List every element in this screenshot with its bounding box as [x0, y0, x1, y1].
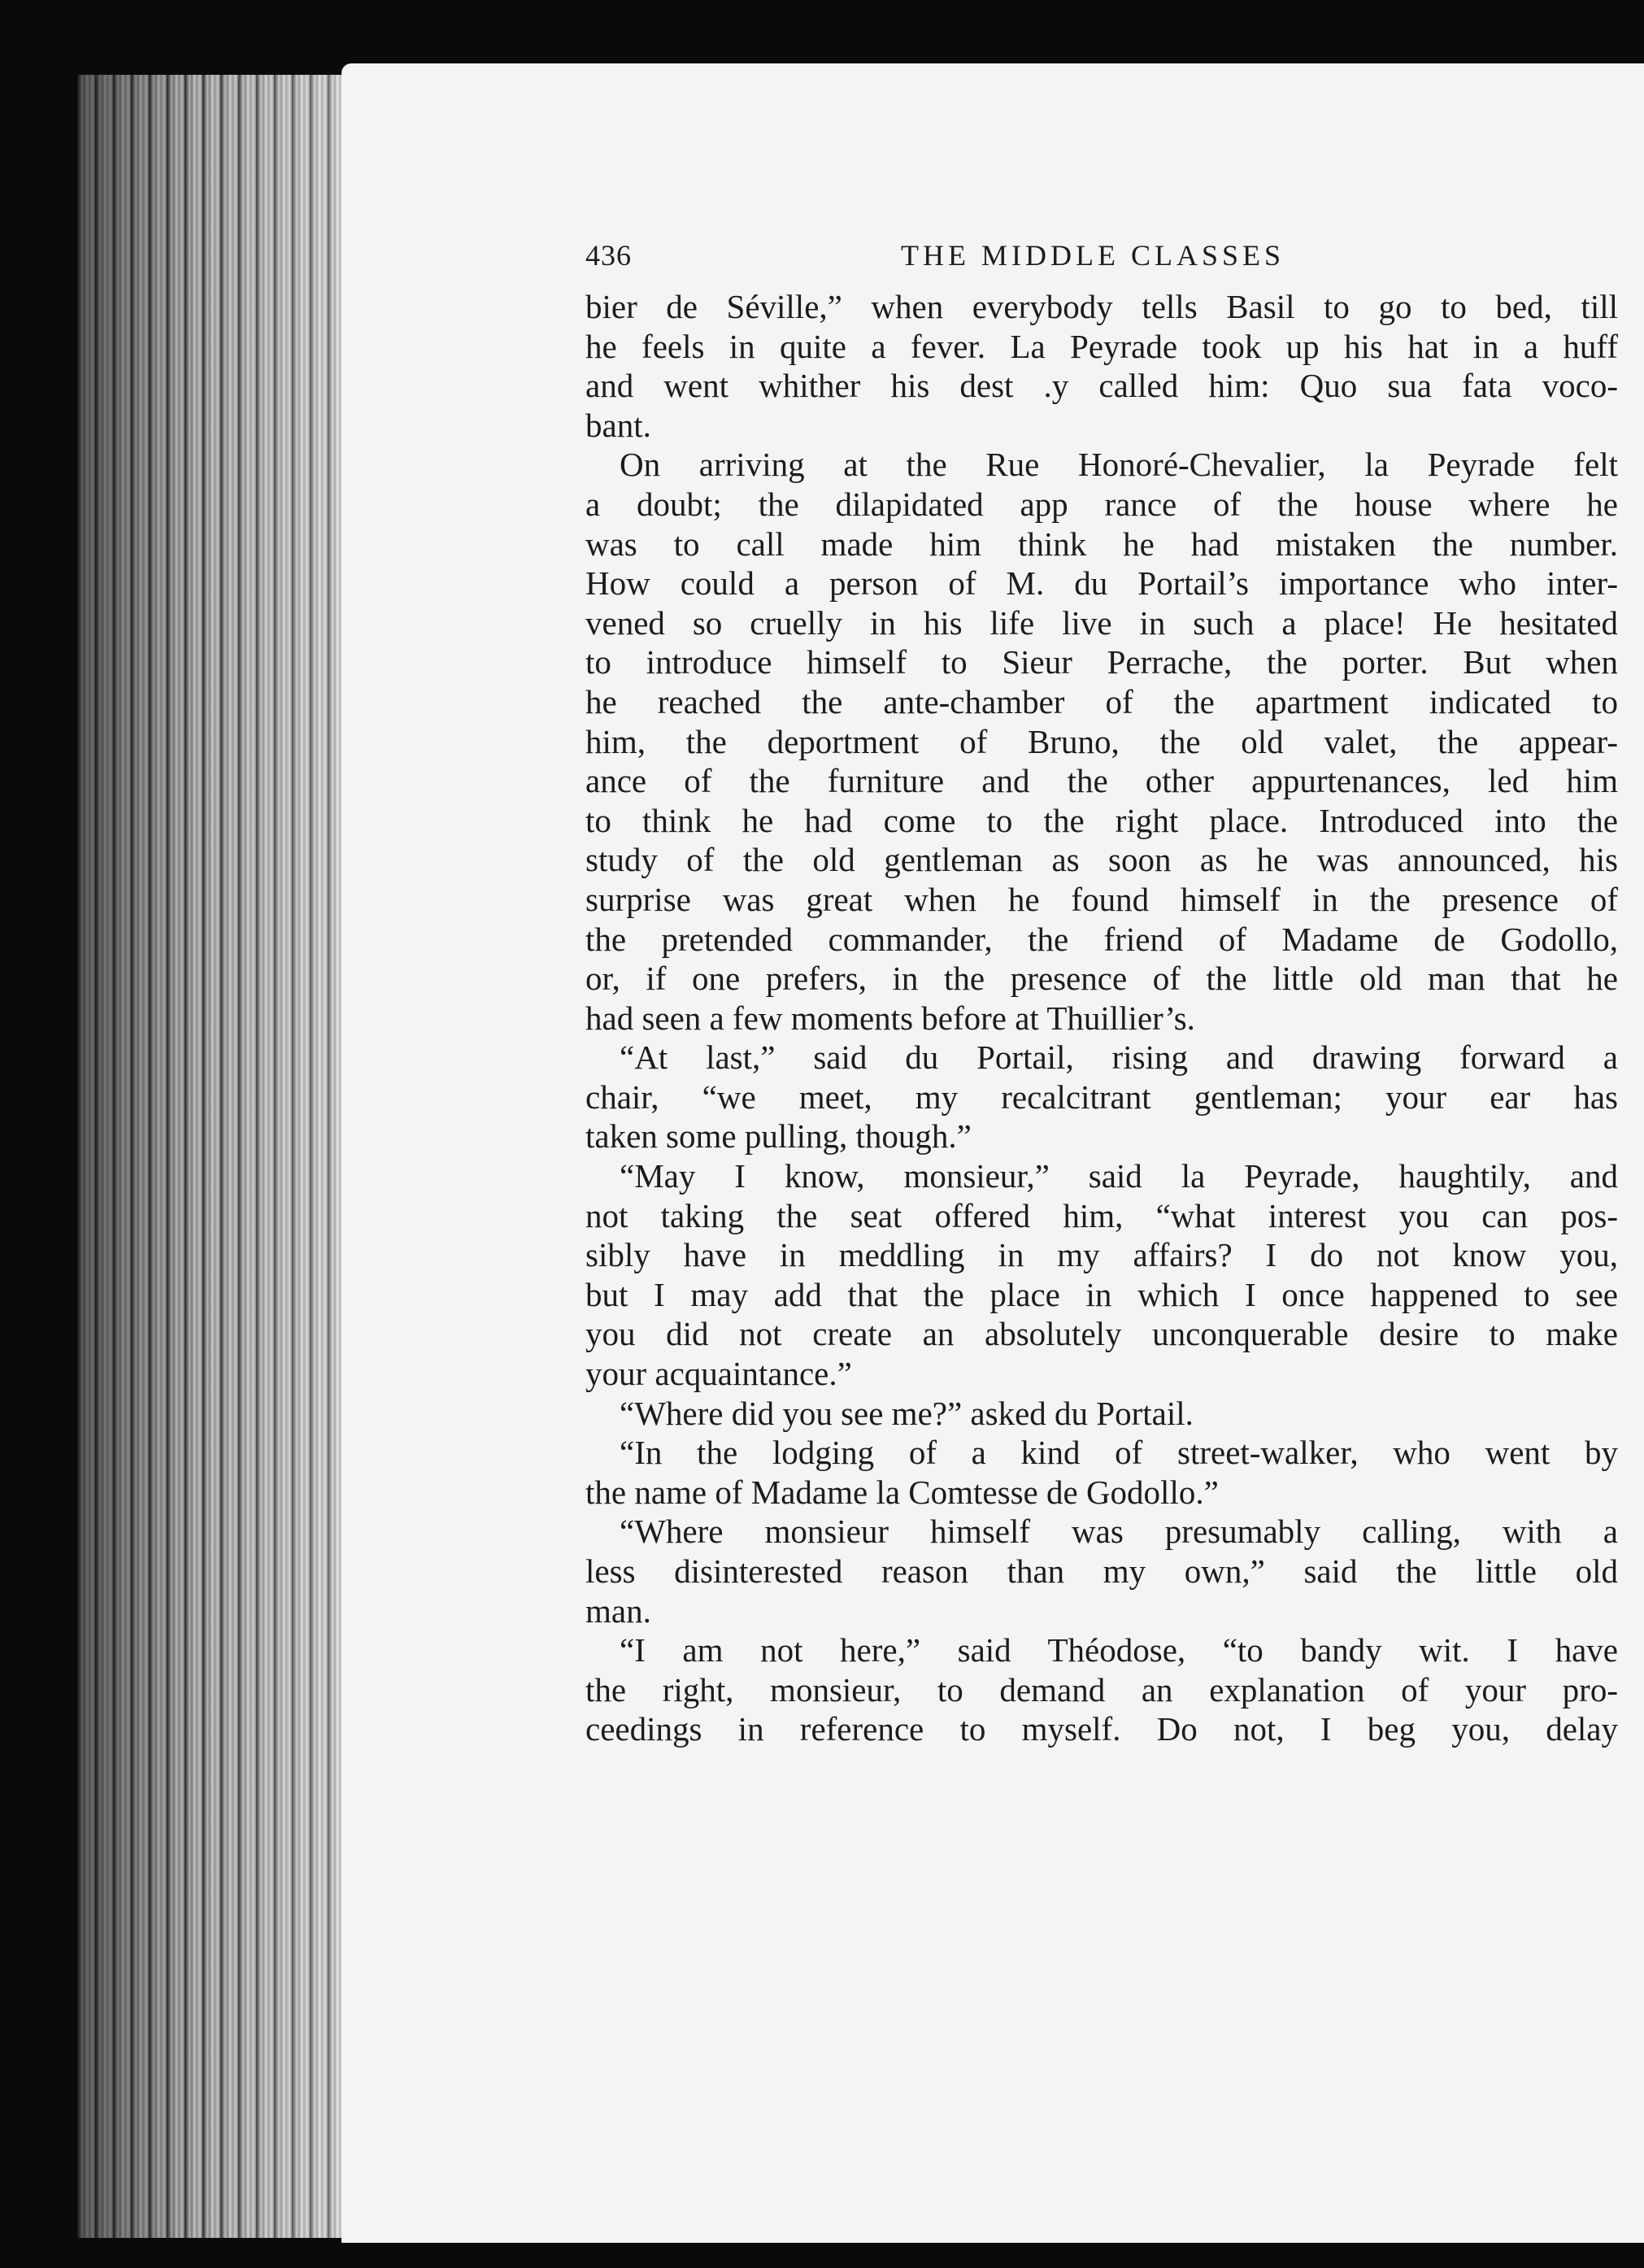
text-line: ance of the furniture and the other appurtenances, led him [585, 762, 1618, 800]
text-line: man. [585, 1591, 651, 1630]
text-line: bier de Séville,” when everybody tells Basil to go to bed, till [585, 288, 1618, 325]
page-header [585, 230, 1618, 287]
text-line: study of the old gentleman as soon as he was announced, his [585, 841, 1618, 879]
text-line: not taking the seat offered him, “what interest you can pos- [585, 1196, 1618, 1234]
text-line: “Where did you see me?” asked du Portail. [620, 1394, 1194, 1432]
text-line: to introduce himself to Sieur Perrache, the porter. But when [585, 643, 1618, 681]
text-line: ceedings in reference to myself. Do not, I beg you, delay [585, 1710, 1618, 1748]
text-line: and went whither his dest .y called him: Quo sua fata voco- [585, 367, 1618, 405]
page-sheet [341, 63, 1644, 2243]
text-line: he reached the ante-chamber of the apartment indicated to [585, 682, 1618, 720]
text-line: “I am not here,” said Théodose, “to bandy wit. I have [620, 1631, 1618, 1669]
text-line: a doubt; the dilapidated app rance of the house where he [585, 485, 1618, 523]
page-content [585, 230, 1618, 1749]
text-line: bant. [585, 406, 651, 444]
running-title: THE MIDDLE CLASSES [901, 239, 1285, 272]
text-line: the name of Madame la Comtesse de Godollo.” [585, 1473, 1219, 1511]
text-line: How could a person of M. du Portail’s importance who inter- [585, 564, 1618, 603]
text-line: but I may add that the place in which I once happened to see [585, 1275, 1618, 1313]
text-line: had seen a few moments before at Thuillier’s. [585, 999, 1195, 1037]
text-line: the pretended commander, the friend of Madame de Godollo, [585, 920, 1618, 958]
book-page-edges [77, 75, 378, 2238]
text-line: or, if one prefers, in the presence of the little old man that he [585, 960, 1618, 998]
text-line: you did not create an absolutely unconquerable desire to make [585, 1315, 1618, 1353]
text-line: the right, monsieur, to demand an explanation of your pro- [585, 1670, 1618, 1709]
text-line: sibly have in meddling in my affairs? I do not know you, [585, 1236, 1618, 1274]
text-line: On arriving at the Rue Honoré-Chevalier, la Peyrade felt [620, 446, 1618, 484]
page-number: 436 [585, 239, 632, 272]
text-line: “In the lodging of a kind of street-walker, who went by [620, 1434, 1618, 1472]
text-line: chair, “we meet, my recalcitrant gentleman; your ear has [585, 1077, 1618, 1116]
text-line: taken some pulling, though.” [585, 1117, 972, 1156]
body-text [585, 287, 1618, 1749]
text-line: him, the deportment of Bruno, the old valet, the appear- [585, 722, 1618, 760]
text-line: vened so cruelly in his life live in such a place! He hesitated [585, 603, 1618, 642]
text-line: “Where monsieur himself was presumably calling, with a [620, 1513, 1618, 1551]
text-line: less disinterested reason than my own,” said the little old [585, 1552, 1618, 1590]
text-line: to think he had come to the right place. Introduced into the [585, 801, 1618, 839]
text-line: “At last,” said du Portail, rising and drawing forward a [620, 1038, 1618, 1077]
text-line: “May I know, monsieur,” said la Peyrade, haughtily, and [620, 1157, 1618, 1195]
text-line: was to call made him think he had mistaken the number. [585, 525, 1618, 563]
text-line: your acquaintance.” [585, 1355, 852, 1393]
text-line: surprise was great when he found himself in the presence of [585, 880, 1618, 918]
text-line: he feels in quite a fever. La Peyrade took up his hat in a huff [585, 327, 1618, 365]
